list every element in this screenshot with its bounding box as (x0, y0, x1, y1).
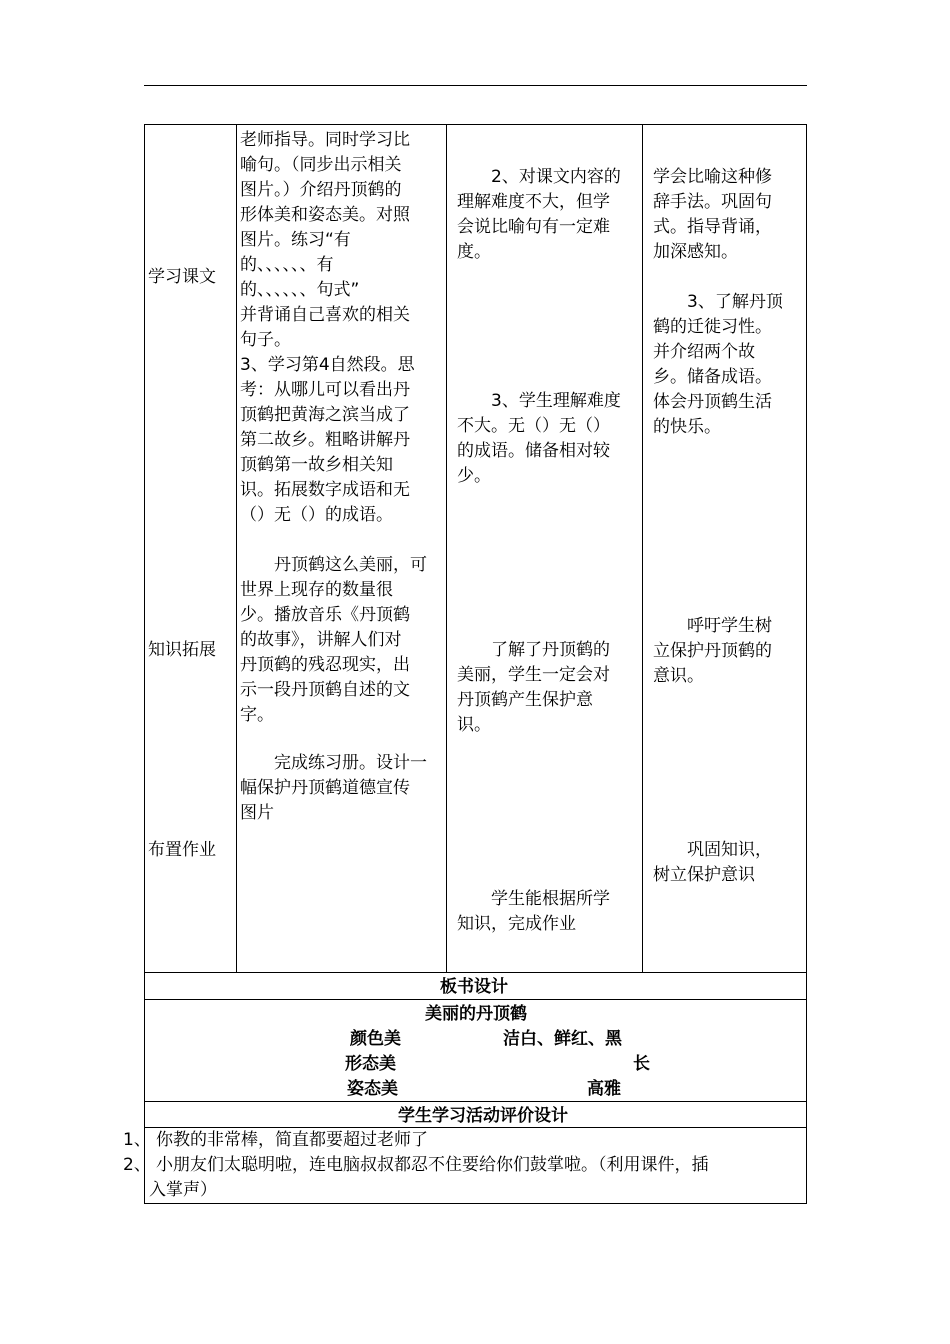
col2-line: 字。 (240, 705, 274, 725)
col4-line: 的快乐。 (653, 417, 721, 437)
col3-line: 不大。无（）无（） (457, 416, 610, 436)
row-divider-board-heading (144, 972, 807, 973)
col2-line: 顶鹤第一故乡相关知 (240, 455, 393, 475)
col3-line: 美丽，学生一定会对 (457, 665, 610, 685)
col3-line: 2、对课文内容的 (491, 167, 621, 187)
board-row3-right: 高雅 (587, 1079, 621, 1099)
col4-line: 鹤的迁徙习性。 (653, 317, 772, 337)
col2-line: 考：从哪儿可以看出丹 (240, 380, 410, 400)
evaluation-item-number: 1、 (123, 1130, 151, 1150)
col3-line: 度。 (457, 242, 491, 262)
col3-line: 3、学生理解难度 (491, 391, 621, 411)
col4-line: 巩固知识， (687, 840, 772, 860)
evaluation-item-text: 入掌声） (149, 1180, 217, 1200)
evaluation-item-text: 小朋友们太聪明啦，连电脑叔叔都忍不住要给你们鼓掌啦。（利用课件，插 (156, 1155, 709, 1175)
col2-line: 3、学习第4自然段。思 (240, 355, 415, 375)
header-rule (144, 85, 807, 86)
col2-line: 图片。）介绍丹顶鹤的 (240, 180, 402, 200)
col2-line: 图片。练习“有 (240, 230, 351, 250)
row-divider-eval-heading (144, 1101, 807, 1102)
col2-line: 并背诵自己喜欢的相关 (240, 305, 410, 325)
col2-line: 喻句。（同步出示相关 (240, 155, 402, 175)
col4-line: 体会丹顶鹤生活 (653, 392, 772, 412)
col2-line: 顶鹤把黄海之滨当成了 (240, 405, 410, 425)
col4-line: 树立保护意识 (653, 865, 755, 885)
board-row1-right: 洁白、鲜红、黑 (503, 1029, 622, 1049)
col2-line: 完成练习册。设计一 (274, 753, 427, 773)
label-study-text: 学习课文 (148, 267, 216, 287)
board-title: 美丽的丹顶鹤 (425, 1004, 527, 1024)
col4-line: 3、了解丹顶 (687, 292, 783, 312)
col3-line: 的成语。储备相对较 (457, 441, 610, 461)
col2-line: 的故事》，讲解人们对 (240, 630, 402, 650)
col2-line: 句子。 (240, 330, 291, 350)
board-row1-left: 颜色美 (350, 1029, 401, 1049)
col2-line: 幅保护丹顶鹤道德宣传 (240, 778, 410, 798)
col2-line: 图片 (240, 803, 274, 823)
col4-line: 意识。 (653, 666, 704, 686)
col2-line: 的、、、、、、句式” (240, 280, 360, 300)
col2-line: （）无（）的成语。 (240, 505, 393, 525)
col4-line: 加深感知。 (653, 242, 738, 262)
col2-line: 第二故乡。粗略讲解丹 (240, 430, 410, 450)
col4-line: 乡。储备成语。 (653, 367, 772, 387)
col3-line: 学生能根据所学 (491, 889, 610, 909)
col4-line: 呼吁学生树 (687, 616, 772, 636)
column-divider-2 (446, 124, 447, 972)
col3-line: 识。 (457, 715, 491, 735)
col2-line: 丹顶鹤的残忍现实，出 (240, 655, 410, 675)
col4-line: 学会比喻这种修 (653, 167, 772, 187)
col3-line: 丹顶鹤产生保护意 (457, 690, 593, 710)
board-row3-left: 姿态美 (347, 1079, 398, 1099)
column-divider-3 (642, 124, 643, 972)
col2-line: 丹顶鹤这么美丽，可 (274, 555, 427, 575)
column-divider-1 (236, 124, 237, 972)
col2-line: 形体美和姿态美。对照 (240, 205, 410, 225)
label-knowledge-expand: 知识拓展 (148, 640, 216, 660)
label-homework: 布置作业 (148, 840, 216, 860)
col3-line: 知识，完成作业 (457, 914, 576, 934)
board-row2-right: 长 (633, 1054, 650, 1074)
col3-line: 了解了丹顶鹤的 (491, 640, 610, 660)
evaluation-heading: 学生学习活动评价设计 (398, 1106, 568, 1126)
col4-line: 辞手法。巩固句 (653, 192, 772, 212)
evaluation-item-number: 2、 (123, 1155, 151, 1175)
evaluation-item-text: 你教的非常棒，简直都要超过老师了 (156, 1130, 428, 1150)
col2-line: 识。拓展数字成语和无 (240, 480, 410, 500)
col3-line: 会说比喻句有一定难 (457, 217, 610, 237)
col3-line: 理解难度不大，但学 (457, 192, 610, 212)
col2-line: 示一段丹顶鹤自述的文 (240, 680, 410, 700)
col4-line: 式。指导背诵， (653, 217, 772, 237)
board-row2-left: 形态美 (345, 1054, 396, 1074)
col2-line: 世界上现存的数量很 (240, 580, 393, 600)
col4-line: 立保护丹顶鹤的 (653, 641, 772, 661)
col4-line: 并介绍两个故 (653, 342, 755, 362)
col2-line: 少。播放音乐《丹顶鹤 (240, 605, 410, 625)
board-design-heading: 板书设计 (440, 977, 508, 997)
col2-line: 的、、、、、、有 (240, 255, 334, 275)
col2-line: 老师指导。同时学习比 (240, 130, 410, 150)
col3-line: 少。 (457, 466, 491, 486)
